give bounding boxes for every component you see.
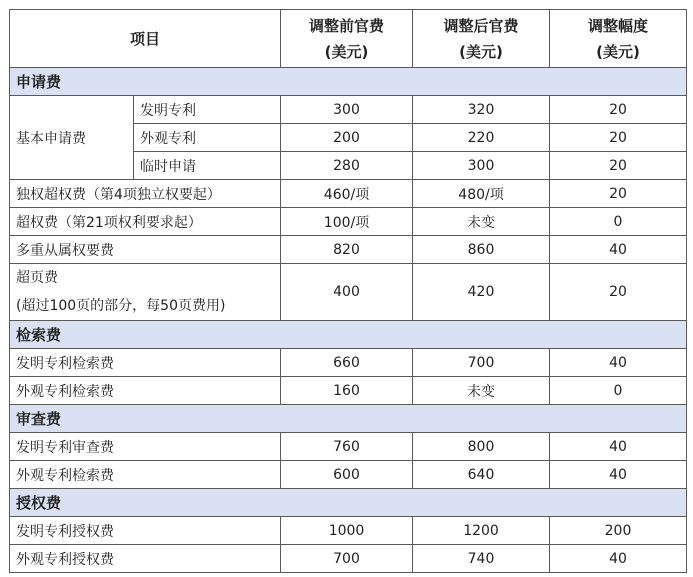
header-item: 项目 bbox=[10, 10, 281, 68]
cell-after: 未变 bbox=[413, 208, 550, 236]
cell-change: 40 bbox=[550, 236, 687, 264]
section-title: 检索费 bbox=[10, 321, 687, 349]
cell-change: 20 bbox=[550, 264, 687, 321]
cell-change: 40 bbox=[550, 349, 687, 377]
cell-before: 160 bbox=[281, 377, 413, 405]
cell-after: 320 bbox=[413, 96, 550, 124]
table-row bbox=[10, 545, 687, 573]
section-title: 授权费 bbox=[10, 489, 687, 517]
cell-after: 640 bbox=[413, 461, 550, 489]
cell-before: 100/项 bbox=[281, 208, 413, 236]
header-after-unit: (美元) bbox=[459, 42, 503, 61]
row-label: 外观专利 bbox=[134, 124, 281, 152]
cell-change: 40 bbox=[550, 461, 687, 489]
header-after bbox=[413, 10, 550, 68]
table-row bbox=[10, 377, 687, 405]
row-label: 超权费（第21项权利要求起） bbox=[10, 208, 281, 236]
cell-before: 280 bbox=[281, 152, 413, 180]
cell-after: 800 bbox=[413, 433, 550, 461]
header-after-title: 调整后官费 bbox=[443, 16, 519, 35]
table-row bbox=[10, 96, 687, 124]
row-label: 独权超权费（第4项独立权要起） bbox=[10, 180, 281, 208]
cell-after: 220 bbox=[413, 124, 550, 152]
table-row bbox=[10, 461, 687, 489]
fee-adjustment-table bbox=[9, 9, 687, 573]
table-row bbox=[10, 349, 687, 377]
row-label: 发明专利 bbox=[134, 96, 281, 124]
cell-before: 660 bbox=[281, 349, 413, 377]
cell-before: 400 bbox=[281, 264, 413, 321]
section-title: 申请费 bbox=[10, 68, 687, 96]
table-row bbox=[10, 517, 687, 545]
row-label-note: (超过100页的部分，每50页费用) bbox=[16, 298, 226, 314]
header-change-unit: (美元) bbox=[596, 42, 640, 61]
cell-before: 600 bbox=[281, 461, 413, 489]
cell-before: 200 bbox=[281, 124, 413, 152]
table-row bbox=[10, 208, 687, 236]
row-label: 发明专利检索费 bbox=[10, 349, 281, 377]
cell-change: 20 bbox=[550, 180, 687, 208]
section-header-row bbox=[10, 68, 687, 96]
cell-change: 200 bbox=[550, 517, 687, 545]
cell-before: 820 bbox=[281, 236, 413, 264]
cell-after: 未变 bbox=[413, 377, 550, 405]
cell-before: 700 bbox=[281, 545, 413, 573]
header-before-unit: (美元) bbox=[324, 42, 369, 61]
header-before bbox=[281, 10, 413, 68]
table-row bbox=[10, 180, 687, 208]
cell-change: 40 bbox=[550, 433, 687, 461]
cell-change: 0 bbox=[550, 377, 687, 405]
cell-after: 420 bbox=[413, 264, 550, 321]
cell-before: 460/项 bbox=[281, 180, 413, 208]
table-row bbox=[10, 433, 687, 461]
cell-before: 300 bbox=[281, 96, 413, 124]
cell-after: 480/项 bbox=[413, 180, 550, 208]
section-title: 审查费 bbox=[10, 405, 687, 433]
section-header-row bbox=[10, 405, 687, 433]
cell-change: 20 bbox=[550, 96, 687, 124]
table-row bbox=[10, 264, 687, 321]
table-row bbox=[10, 236, 687, 264]
header-change-title: 调整幅度 bbox=[588, 16, 649, 35]
cell-after: 700 bbox=[413, 349, 550, 377]
cell-before: 760 bbox=[281, 433, 413, 461]
row-label-multiline bbox=[10, 264, 281, 321]
cell-change: 20 bbox=[550, 124, 687, 152]
cell-change: 0 bbox=[550, 208, 687, 236]
cell-after: 860 bbox=[413, 236, 550, 264]
row-label: 发明专利授权费 bbox=[10, 517, 281, 545]
row-label: 超页费 bbox=[16, 270, 58, 286]
row-label: 外观专利检索费 bbox=[10, 461, 281, 489]
cell-change: 40 bbox=[550, 545, 687, 573]
section-header-row bbox=[10, 489, 687, 517]
cell-after: 1200 bbox=[413, 517, 550, 545]
cell-after: 300 bbox=[413, 152, 550, 180]
header-change bbox=[550, 10, 687, 68]
row-label: 发明专利审查费 bbox=[10, 433, 281, 461]
group-label: 基本申请费 bbox=[10, 96, 134, 180]
cell-change: 20 bbox=[550, 152, 687, 180]
row-label: 临时申请 bbox=[134, 152, 281, 180]
row-label: 外观专利授权费 bbox=[10, 545, 281, 573]
header-before-title: 调整前官费 bbox=[309, 16, 385, 35]
table-header-row bbox=[10, 10, 687, 68]
cell-after: 740 bbox=[413, 545, 550, 573]
cell-before: 1000 bbox=[281, 517, 413, 545]
section-header-row bbox=[10, 321, 687, 349]
row-label: 外观专利检索费 bbox=[10, 377, 281, 405]
row-label: 多重从属权要费 bbox=[10, 236, 281, 264]
